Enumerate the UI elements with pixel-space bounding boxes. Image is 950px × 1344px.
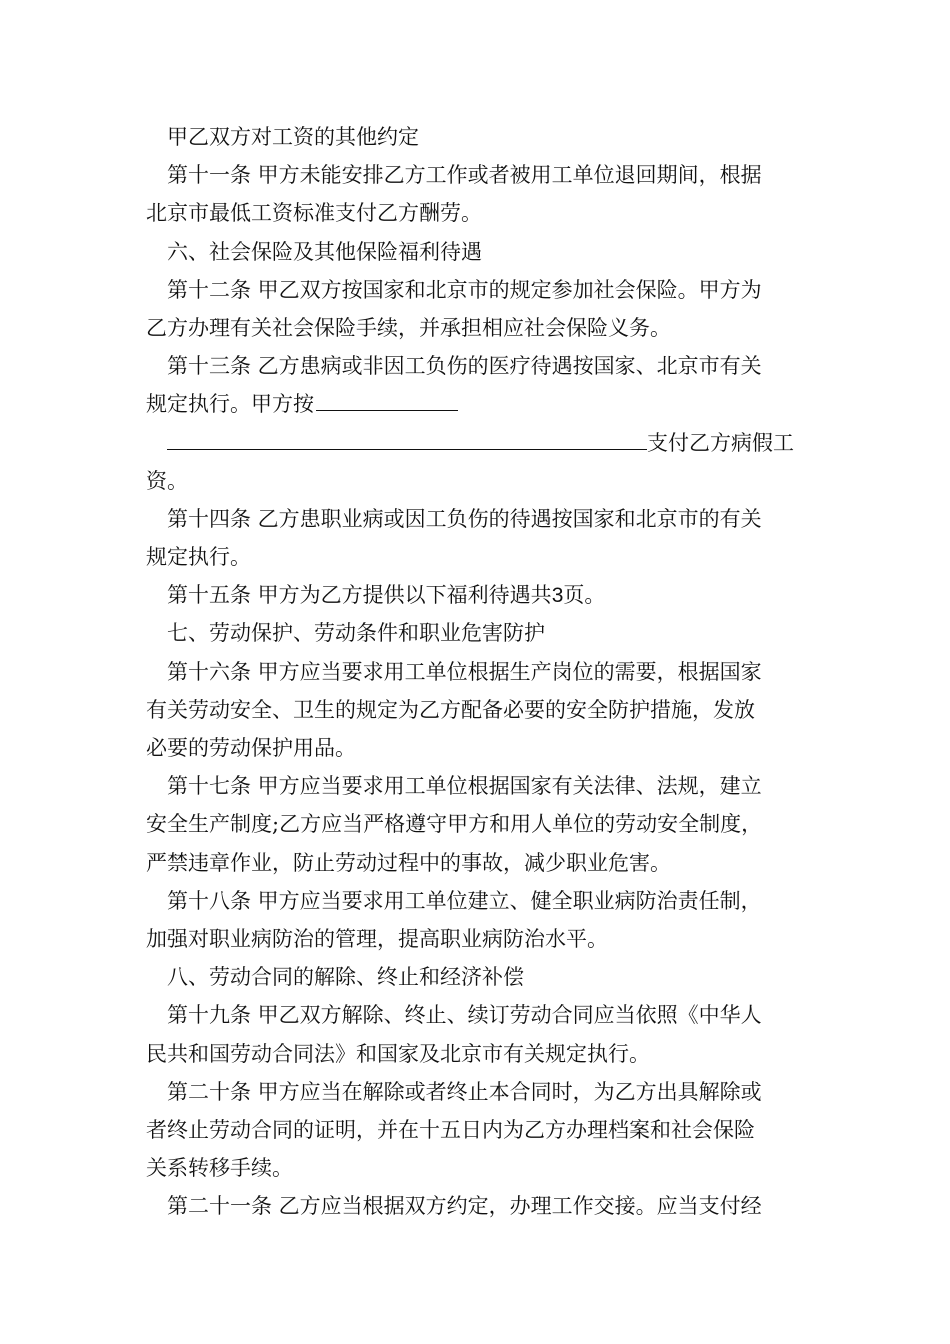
paragraph-line: 甲乙双方对工资的其他约定 <box>167 125 419 149</box>
paragraph-line <box>146 424 810 462</box>
paragraph-line <box>146 385 810 423</box>
paragraph-line: 第二十条 甲方应当在解除或者终止本合同时，为乙方出具解除或 <box>167 1079 762 1104</box>
paragraph-line <box>146 576 810 614</box>
paragraph-line: 第十三条 乙方患病或非因工负伤的医疗待遇按国家、北京市有关 <box>167 354 762 379</box>
paragraph-line: 关系转移手续。 <box>146 1156 293 1181</box>
paragraph-line: 有关劳动安全、卫生的规定为乙方配备必要的安全防护措施，发放 <box>146 697 755 722</box>
paragraph-line: 乙方办理有关社会保险手续，并承担相应社会保险义务。 <box>146 315 671 340</box>
section-heading: 七、劳动保护、劳动条件和职业危害防护 <box>167 621 545 646</box>
line-text: 规定执行。甲方按 <box>146 392 314 417</box>
paragraph-line: 第十七条 甲方应当要求用工单位根据国家有关法律、法规，建立 <box>167 774 762 799</box>
fill-in-blank[interactable] <box>316 385 458 411</box>
document-body <box>146 118 810 1225</box>
line-text: 支付乙方病假工 <box>647 430 794 455</box>
paragraph-line: 第十四条 乙方患职业病或因工负伤的待遇按国家和北京市的有关 <box>167 506 762 531</box>
paragraph-line: 资。 <box>146 468 188 493</box>
paragraph-line: 第二十一条 乙方应当根据双方约定，办理工作交接。应当支付经 <box>167 1194 762 1219</box>
paragraph-line: 严禁违章作业，防止劳动过程中的事故，减少职业危害。 <box>146 850 671 875</box>
paragraph-line: 第十九条 甲乙双方解除、终止、续订劳动合同应当依照《中华人 <box>167 1003 762 1028</box>
paragraph-line: 第十一条 甲方未能安排乙方工作或者被用工单位退回期间，根据 <box>167 163 762 188</box>
line-text: 第十五条 甲方为乙方提供以下福利待遇共 <box>167 583 552 608</box>
fill-in-blank[interactable] <box>167 424 647 450</box>
paragraph-line: 北京市最低工资标准支付乙方酬劳。 <box>146 201 482 226</box>
paragraph-line: 规定执行。 <box>146 545 251 570</box>
paragraph-line: 必要的劳动保护用品。 <box>146 736 356 760</box>
section-heading: 八、劳动合同的解除、终止和经济补偿 <box>167 965 524 990</box>
section-heading: 六、社会保险及其他保险福利待遇 <box>167 239 482 264</box>
paragraph-line: 第十二条 甲乙双方按国家和北京市的规定参加社会保险。甲方为 <box>167 277 762 302</box>
paragraph-line: 安全生产制度;乙方应当严格遵守甲方和用人单位的劳动安全制度， <box>146 812 763 837</box>
line-text: 页。 <box>563 583 606 608</box>
paragraph-line: 加强对职业病防治的管理，提高职业病防治水平。 <box>146 926 608 951</box>
paragraph-line: 民共和国劳动合同法》和国家及北京市有关规定执行。 <box>146 1041 650 1066</box>
paragraph-line: 者终止劳动合同的证明，并在十五日内为乙方办理档案和社会保险 <box>146 1117 755 1142</box>
paragraph-line: 第十八条 甲方应当要求用工单位建立、健全职业病防治责任制， <box>167 888 762 913</box>
page-count: 3 <box>551 584 564 608</box>
paragraph-line: 第十六条 甲方应当要求用工单位根据生产岗位的需要，根据国家 <box>167 659 762 684</box>
